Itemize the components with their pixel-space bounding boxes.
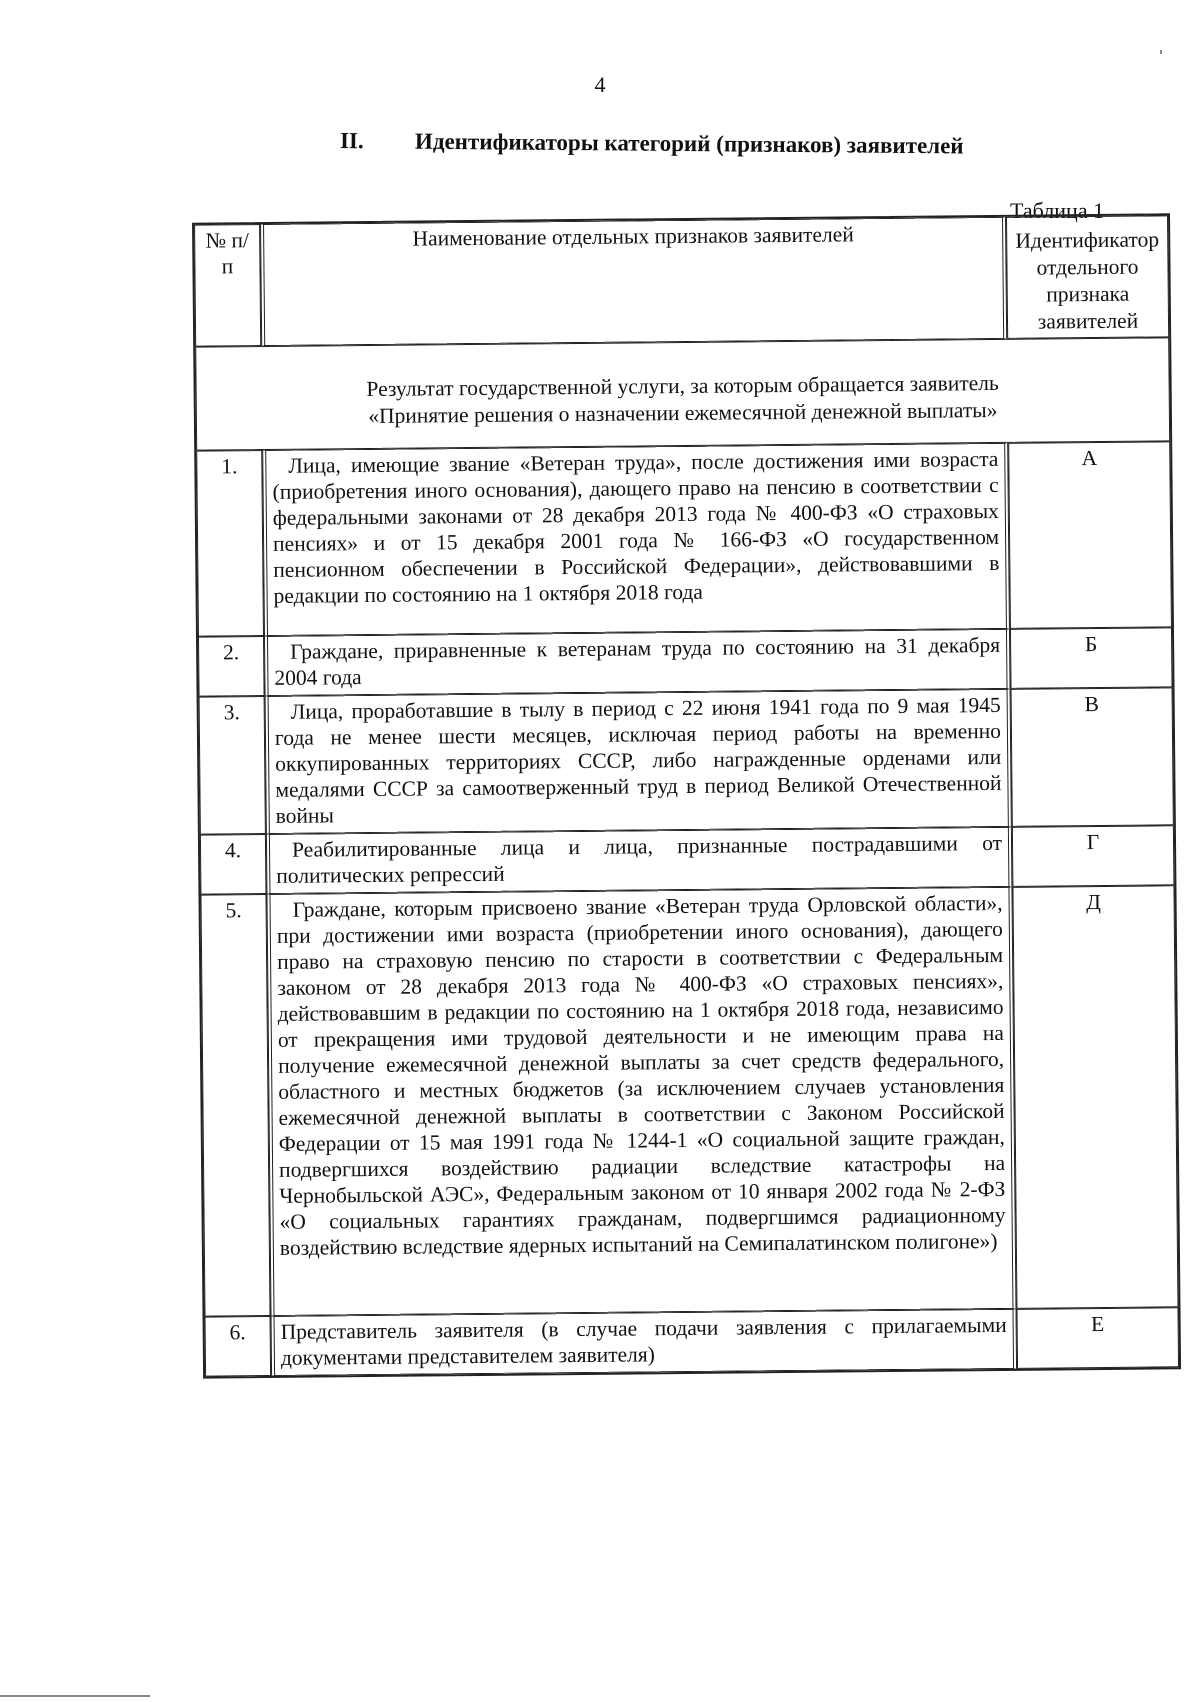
row-number: 6. [205, 1316, 272, 1377]
row-identifier: Б [1010, 627, 1173, 689]
row-number: 5. [200, 894, 270, 1317]
row-description: Представитель заявителя (в случае подачи заявления с прилагаемыми документами представителем заявителя) [271, 1309, 1018, 1376]
row-description: Лица, проработавшие в тылу в период с 22 июня 1941 года по 9 мая 1945 года не менее шести месяцев, исключая период работы на временно оккупированных территориях СССР, либо награжденные орденами или медалями СССР за самоотверженный труд в период Великой Отечественной войны [265, 689, 1012, 834]
table-header-row [194, 215, 1169, 346]
result-line-1: Результат государственной услуги, за которым обращается заявитель [366, 370, 999, 402]
row-identifier: Г [1012, 825, 1175, 887]
applicant-categories-table [192, 213, 1181, 1378]
row-description: Лица, имеющие звание «Ветеран труда», после достижения ими возраста (приобретения иного основания), дающего право на пенсию в соответствии с федеральными законами от 28 декабря 2013 года № 400-ФЗ «О страховых пенсиях» и от 15 декабря 2001 года № 166-ФЗ «О государственном пенсионном обеспечении в Российской Федерации», действовавшими в редакции по состоянию на 1 октября 2018 года [262, 443, 1010, 636]
row-number: 3. [199, 696, 266, 835]
row-identifier: А [1008, 441, 1172, 629]
table-row [196, 441, 1172, 636]
table-row [200, 885, 1178, 1316]
result-cell [195, 337, 1170, 450]
scan-dot-mark [1160, 50, 1162, 54]
section-title: Идентификаторы категорий (признаков) заявителей [414, 128, 964, 159]
table-row [200, 825, 1175, 894]
table-caption: Таблица 1 [1010, 198, 1105, 223]
table-row [199, 687, 1174, 834]
section-roman-numeral: II. [339, 128, 364, 154]
section-heading [340, 128, 1040, 160]
header-num: № п/п [194, 224, 261, 347]
row-number: 2. [198, 636, 265, 697]
header-name: Наименование отдельных признаков заявителей [260, 217, 1007, 346]
result-row [195, 337, 1170, 450]
scan-edge-mark [0, 1695, 150, 1697]
row-identifier: В [1011, 687, 1174, 827]
result-line-2: «Принятие решения о назначении ежемесячной денежной выплаты» [368, 397, 998, 429]
table-row [198, 627, 1173, 696]
row-number: 4. [200, 834, 267, 895]
row-description: Реабилитированные лица и лица, признанные пострадавшими от политических репрессий [266, 827, 1013, 894]
table-row [205, 1307, 1180, 1376]
row-description: Граждане, которым присвоено звание «Ветеран труда Орловской области», при достижении ими возраста (приобретении иного основания), дающего право на страховую пенсию по старости в соответствии с Федеральным законом от 28 декабря 2013 года № 400-ФЗ «О страховых пенсиях», действовавшим в редакции по состоянию на 1 октября 2018 года, независимо от прекращения ими трудовой деятельности и не имеющим права на получение ежемесячной денежной выплаты за счет средств федерального, областного и местных бюджетов (за исключением случаев установления ежемесячной денежной выплаты в соответствии с Законом Российской Федерации от 15 мая 1991 года № 1244-1 «О социальной защите граждан, подвергшихся воздействию радиации вследствие катастрофы на Чернобыльской АЭС», Федеральным законом от 10 января 2002 года № 2-ФЗ «О социальных гарантиях гражданам, подвергшимся радиационному воздействию вследствие ядерных испытаний на Семипалатинском полигоне») [266, 887, 1016, 1316]
row-identifier: Е [1016, 1307, 1179, 1369]
header-id: Идентификатор отдельного признака заявителей [1006, 215, 1169, 339]
row-description: Граждане, приравненные к ветеранам труда по состоянию на 31 декабря 2004 года [264, 629, 1011, 696]
page-number: 4 [594, 72, 606, 97]
row-number: 1. [196, 450, 264, 637]
row-identifier: Д [1012, 885, 1178, 1309]
